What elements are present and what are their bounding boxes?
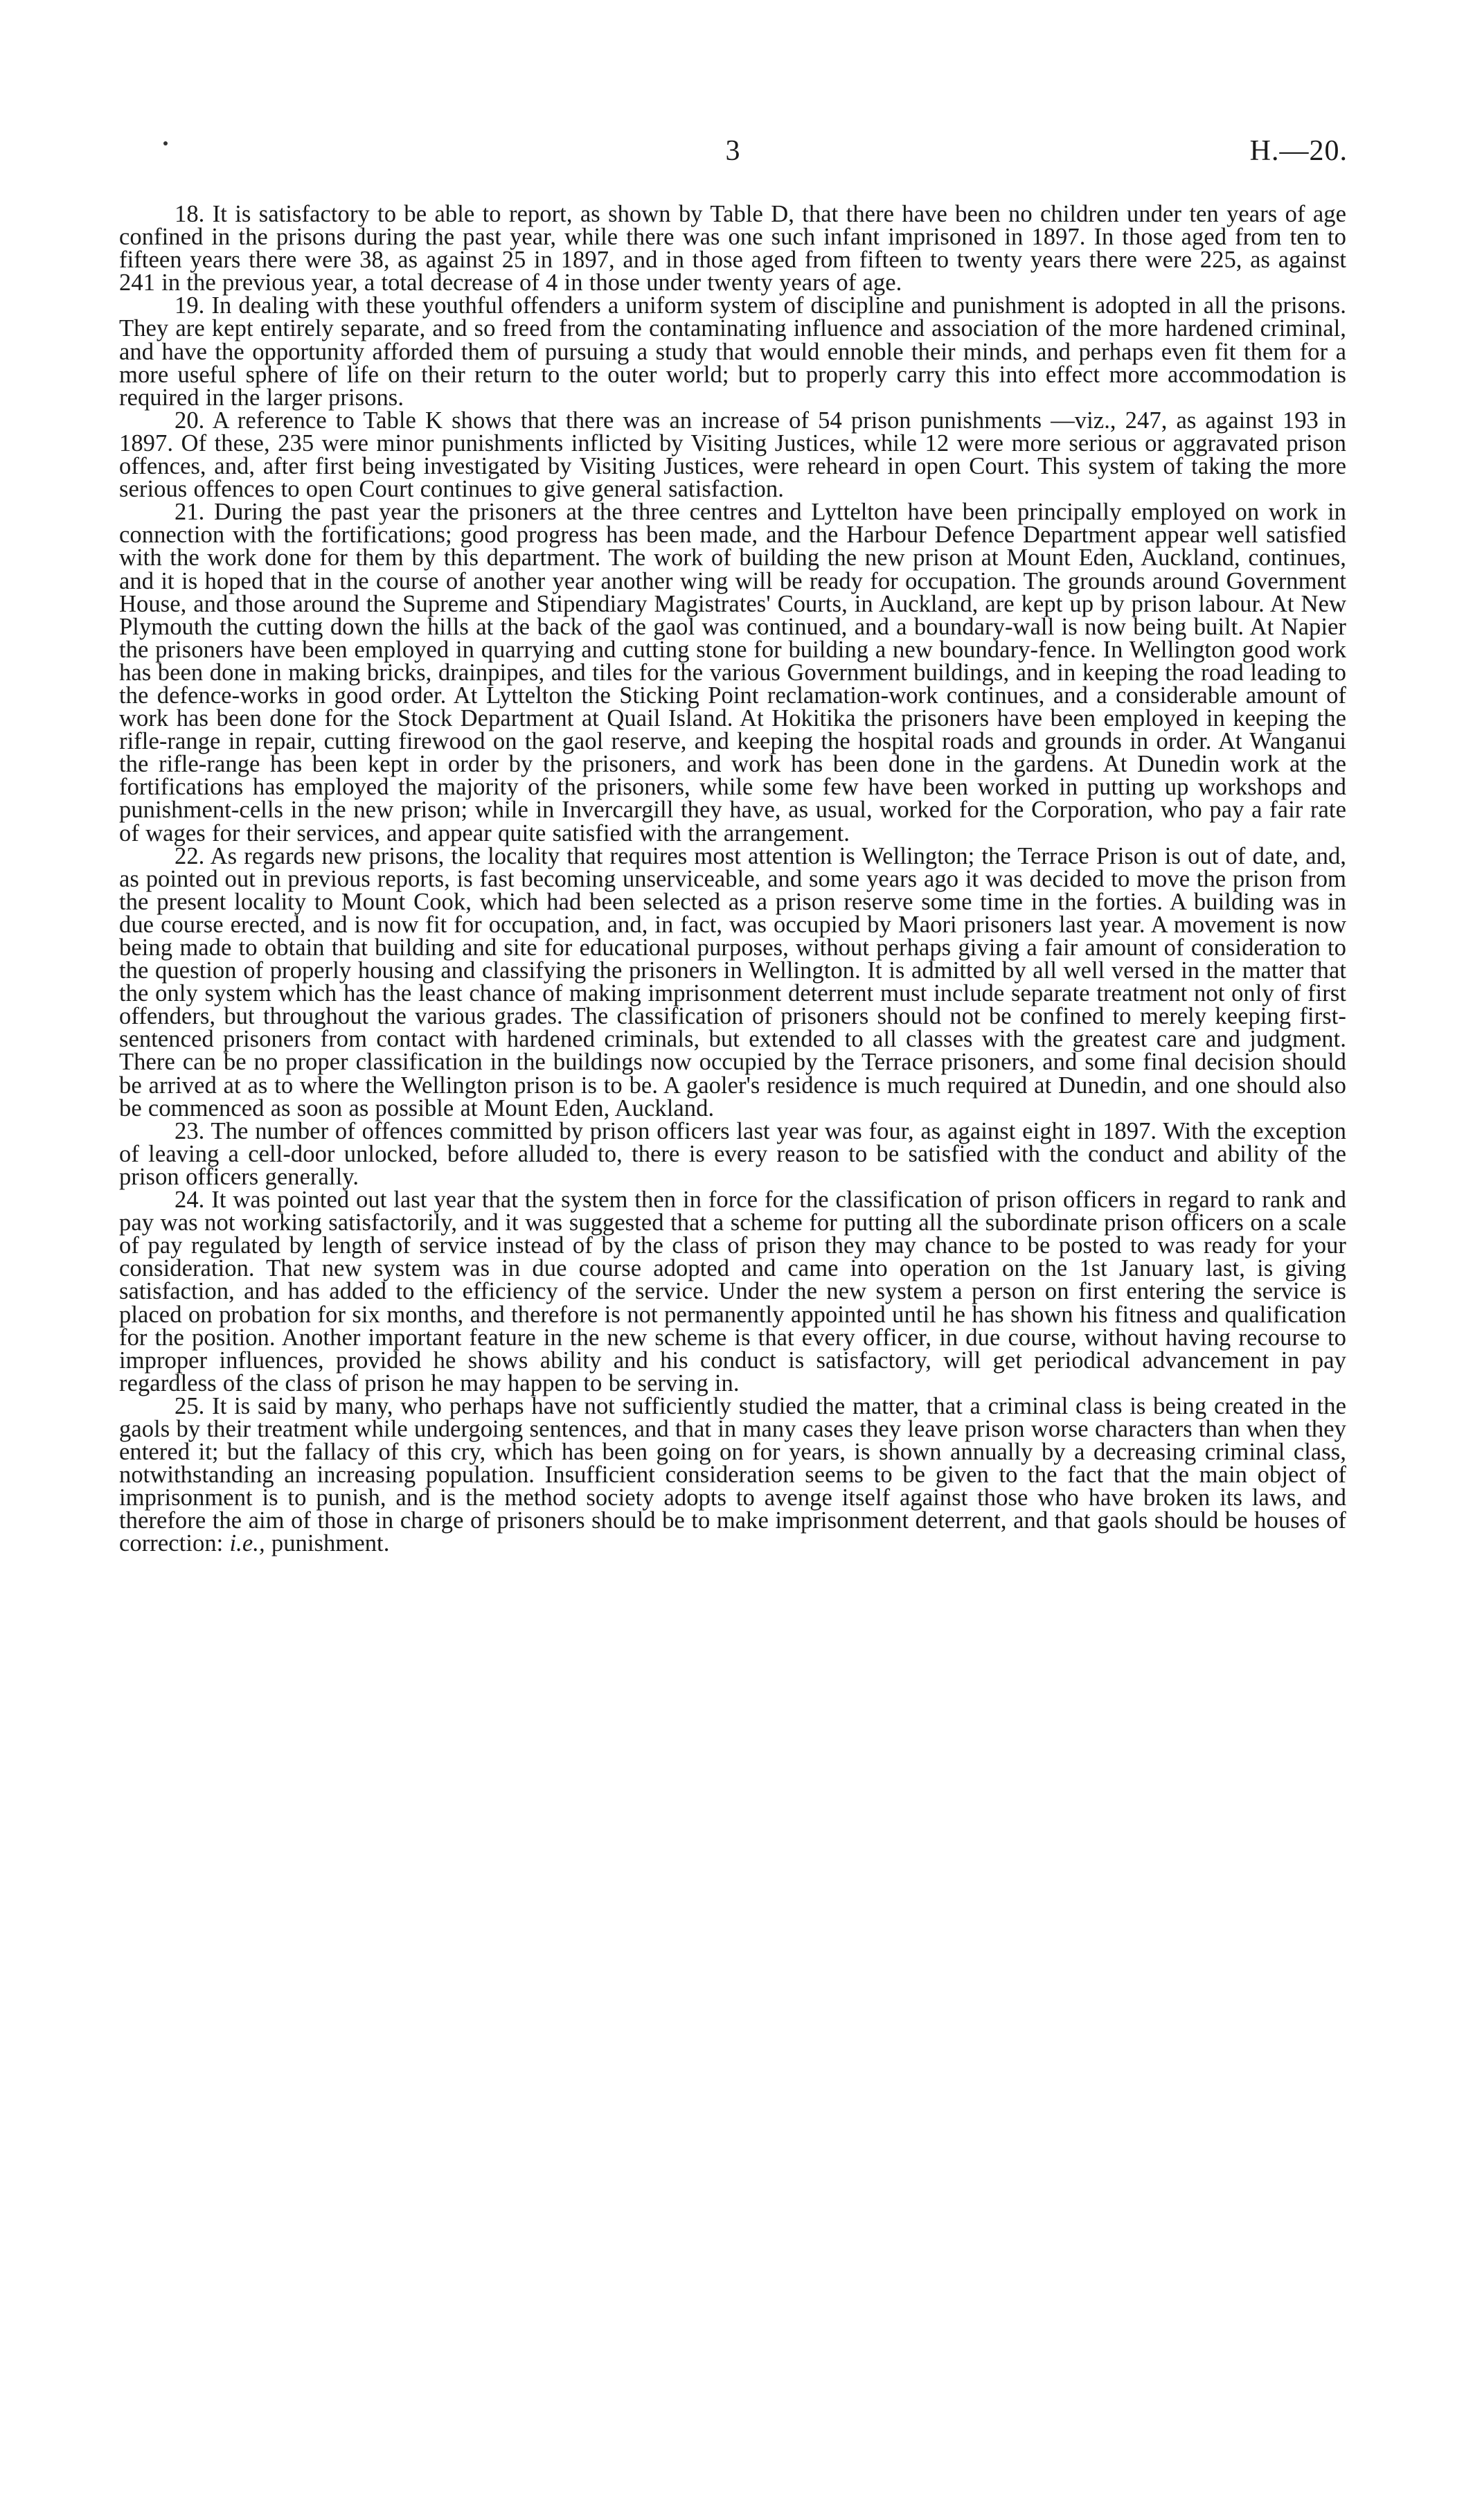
paragraph-text: As regards new prisons, the locality that requires most attention is Wellington; the Terrace Prison is out of date, and, as pointed out in previous reports, is fast becoming unserviceable, and some years ago it was decided to move the prison from the present locality to Mount Cook, which had been selected as a prison reserve some time in the forties. A building was in due course erected, and is now fit for occupation, and, in fact, was occupied by Maori prisoners last year. A movement is now being made to obtain that building and site for educational purposes, without perhaps giving a fair amount of consideration to the question of properly housing and classifying the prisoners in Wellington. It is admitted by all well versed in the matter that the only system which has the least chance of making imprisonment deterrent must include separate treatment not only of first offenders, but throughout the various grades. The classification of prisoners should not be confined to merely keeping first-sentenced prisoners from contact with hardened criminals, but extended to all classes with the greatest care and judgment. There can be no proper classification in the buildings now occupied by the Terrace prisoners, and some final decision should be arrived at as to where the Wellington prison is to be. A gaoler's residence is much required at Dunedin, and one should also be commenced as soon as possible at Mount Eden, Auckland. bbox=[119, 842, 1346, 1121]
paragraph-text: During the past year the prisoners at the three centres and Lyttelton have been principally employed on work in connection with the fortifications; good progress has been made, and the Harbour Defence Department appear well satisfied with the work done for them by this department. The work of building the new prison at Mount Eden, Auckland, continues, and it is hoped that in the course of another year another wing will be ready for occupation. The grounds around Government House, and those around the Supreme and Stipendiary Magistrates' Courts, in Auckland, are kept up by prison labour. At New Plymouth the cutting down the hills at the back of the gaol was continued, and a boundary-wall is now being built. At Napier the prisoners have been employed in quarrying and cutting stone for building a new boundary-fence. In Wellington good work has been done in making bricks, drainpipes, and tiles for the various Government buildings, and in keeping the road leading to the defence-works in good order. At Lyttelton the Sticking Point reclamation-work continues, and a considerable amount of work has been done for the Stock Department at Quail Island. At Hokitika the prisoners have been employed in keeping the rifle-range in repair, cutting firewood on the gaol reserve, and keeping the hospital roads and grounds in order. At Wanganui the rifle-range has been kept in order by the prisoners, and work has been done in the gardens. At Dunedin work at the fortifications has employed the majority of the prisoners, while some few have been worked in putting up workshops and punishment-cells in the new prison; while in Invercargill they have, as usual, worked for the Corporation, who pay a fair rate of wages for their services, and appear quite satisfied with the arrangement. bbox=[119, 499, 1346, 846]
paragraph-number: 18. bbox=[175, 201, 205, 227]
paragraph-24 bbox=[119, 1189, 1346, 1395]
paragraph-18 bbox=[119, 203, 1346, 294]
paragraph-number: 24. bbox=[175, 1187, 205, 1214]
paragraph-number: 22. bbox=[175, 842, 205, 869]
paragraph-23 bbox=[119, 1117, 1346, 1190]
paragraph-text: It is said by many, who perhaps have not sufficiently studied the matter, that a criminal class is being created in the gaols by their treatment while undergoing sentences, and that in many cases they leave prison worse characters than when they entered it; but the fallacy of this cry, which has been going on for years, is shown annually by a decreasing criminal class, notwithstanding an increasing population. Insufficient consideration seems to be given to the fact that the main object of imprisonment is to punish, and is the method society adopts to avenge itself against those who have broken its laws, and therefore the aim of those in charge of prisoners should be to make imprisonment deterrent, and that gaols should be houses of correction: bbox=[119, 1392, 1346, 1557]
paragraph-number: 21. bbox=[175, 499, 205, 526]
document-reference: H.—20. bbox=[1249, 135, 1348, 167]
paragraph-20 bbox=[119, 409, 1346, 501]
italic-abbreviation: i.e., bbox=[229, 1530, 265, 1557]
paragraph-number: 23. bbox=[175, 1117, 205, 1144]
paragraph-text: It is satisfactory to be able to report, as shown by Table D, that there have been no children under ten years of age confined in the prisons during the past year, while there was one such infant imprisoned in 1897. In those aged from ten to fifteen years there were 38, as against 25 in 1897, and in those aged from fifteen to twenty years there were 225, as against 241 in the previous year, a total decrease of 4 in those under twenty years of age. bbox=[119, 201, 1346, 296]
paragraph-number: 25. bbox=[175, 1392, 205, 1419]
paragraph-25 bbox=[119, 1392, 1346, 1557]
paragraph-tail: punishment. bbox=[271, 1530, 390, 1557]
paragraph-22 bbox=[119, 842, 1346, 1121]
paragraph-number: 20. bbox=[175, 407, 205, 434]
paragraph-text: It was pointed out last year that the system then in force for the classification of prison officers in regard to rank and pay was not working satisfactorily, and it was suggested that a scheme for putting all the subordinate prison officers on a scale of pay regulated by length of service instead of by the class of prison they may chance to be posted to was ready for your consideration. That new system was in due course adopted and came into operation on the 1st January last, is giving satisfaction, and has added to the efficiency of the service. Under the new system a person on first entering the service is placed on probation for six months, and therefore is not permanently appointed until he has shown his fitness and qualification for the position. Another important feature in the new scheme is that every officer, in due course, without having recourse to improper influences, provided he shows ability and his conduct is satisfactory, will get periodical advancement in pay regardless of the class of prison he may happen to be serving in. bbox=[119, 1187, 1346, 1396]
paragraph-text: The number of offences committed by prison officers last year was four, as against eight in 1897. With the exception of leaving a cell-door unlocked, before alluded to, there is every reason to be satisfied with the conduct and ability of the prison officers generally. bbox=[119, 1117, 1346, 1190]
paragraph-text: A reference to Table K shows that there was an increase of 54 prison punishments —viz., 247, as against 193 in 1897. Of these, 235 were minor punishments inflicted by Visiting Justices, while 12 were more serious or aggravated prison offences, and, after first being investigated by Visiting Justices, were reheard in open Court. This system of taking the more serious offences to open Court continues to give general satisfaction. bbox=[119, 407, 1346, 503]
paragraph-number: 19. bbox=[175, 292, 205, 319]
page-header bbox=[118, 136, 1348, 177]
paragraph-text: In dealing with these youthful offenders a uniform system of discipline and punishment is adopted in all the prisons. They are kept entirely separate, and so freed from the contaminating influence and association of the more hardened criminal, and have the opportunity afforded them of pursuing a study that would ennoble their minds, and perhaps even fit them for a more useful sphere of life on their return to the outer world; but to properly carry this into effect more accommodation is required in the larger prisons. bbox=[119, 292, 1346, 411]
paragraph-21 bbox=[119, 501, 1346, 844]
body-text bbox=[119, 203, 1346, 1556]
paragraph-19 bbox=[119, 294, 1346, 409]
page-number: 3 bbox=[725, 135, 740, 167]
